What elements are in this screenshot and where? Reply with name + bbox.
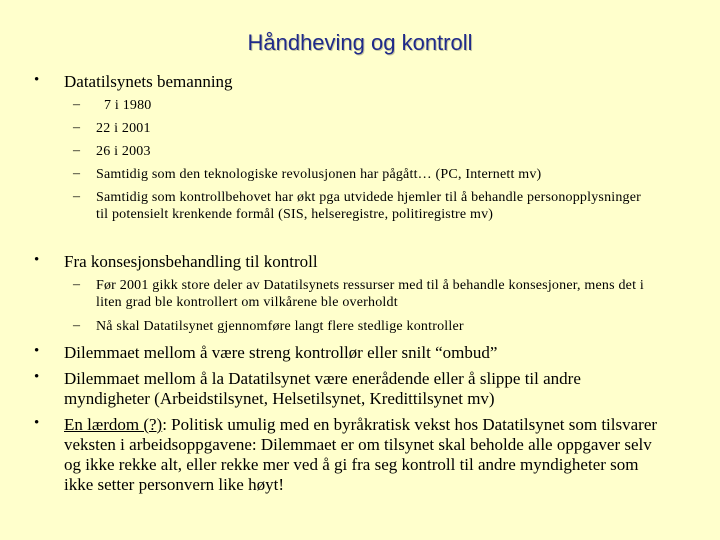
dash-marker: – <box>73 318 80 333</box>
bullet-marker: • <box>34 415 40 431</box>
bullet-underlined-lead: En lærdom (?) <box>64 415 163 434</box>
dash-marker: – <box>73 189 80 204</box>
bullet-text: Dilemmaet mellom å la Datatilsynet være enerådende eller å slippe til andre myndigheter (Arbeidstilsynet, Helsetilsynet, Kredittilsynet mv) <box>64 369 581 408</box>
bullet-text: Fra konsesjonsbehandling til kontroll <box>64 252 318 271</box>
sub-item-text: 26 i 2003 <box>96 144 151 159</box>
bullet-text <box>64 415 664 495</box>
sub-item-text: 22 i 2001 <box>96 121 151 136</box>
sub-item-text: 7 i 1980 <box>104 98 152 113</box>
sub-item-text: Samtidig som kontrollbehovet har økt pga utvidede hjemler til å behandle personopplysninger til potensielt krenkende formål (SIS, helseregistre, politiregistre mv) <box>96 190 642 222</box>
bullet-marker: • <box>34 369 40 385</box>
bullet-text: Dilemmaet mellom å være streng kontrollør eller snilt “ombud” <box>64 343 498 362</box>
sub-item-text: Samtidig som den teknologiske revolusjonen har pågått… (PC, Internett mv) <box>96 167 542 182</box>
sub-item-text: Før 2001 gikk store deler av Datatilsynets ressurser med til å behandle konsesjoner, mens det i liten grad ble kontrollert om vilkårene ble overholdt <box>96 278 644 310</box>
slide-title: Håndheving og kontroll <box>247 30 473 55</box>
sub-item-text: Nå skal Datatilsynet gjennomføre langt flere stedlige kontroller <box>96 319 464 334</box>
dash-marker: – <box>73 120 80 135</box>
dash-marker: – <box>73 277 80 292</box>
dash-marker: – <box>73 97 80 112</box>
bullet-marker: • <box>34 72 40 88</box>
bullet-rest: : Politisk umulig med en byråkratisk vekst hos Datatilsynet som tilsvarer veksten i arbeidsoppgavene: Dilemmaet er om tilsynet skal beholde alle oppgaver selv og ikke rekke alt, eller rekke mer ved å gi fra seg kontroll til andre myndigheter som ikke setter personvern like høyt! <box>64 415 658 494</box>
dash-marker: – <box>73 143 80 158</box>
bullet-marker: • <box>34 343 40 359</box>
dash-marker: – <box>73 166 80 181</box>
bullet-text: Datatilsynets bemanning <box>64 72 233 91</box>
bullet-marker: • <box>34 252 40 268</box>
